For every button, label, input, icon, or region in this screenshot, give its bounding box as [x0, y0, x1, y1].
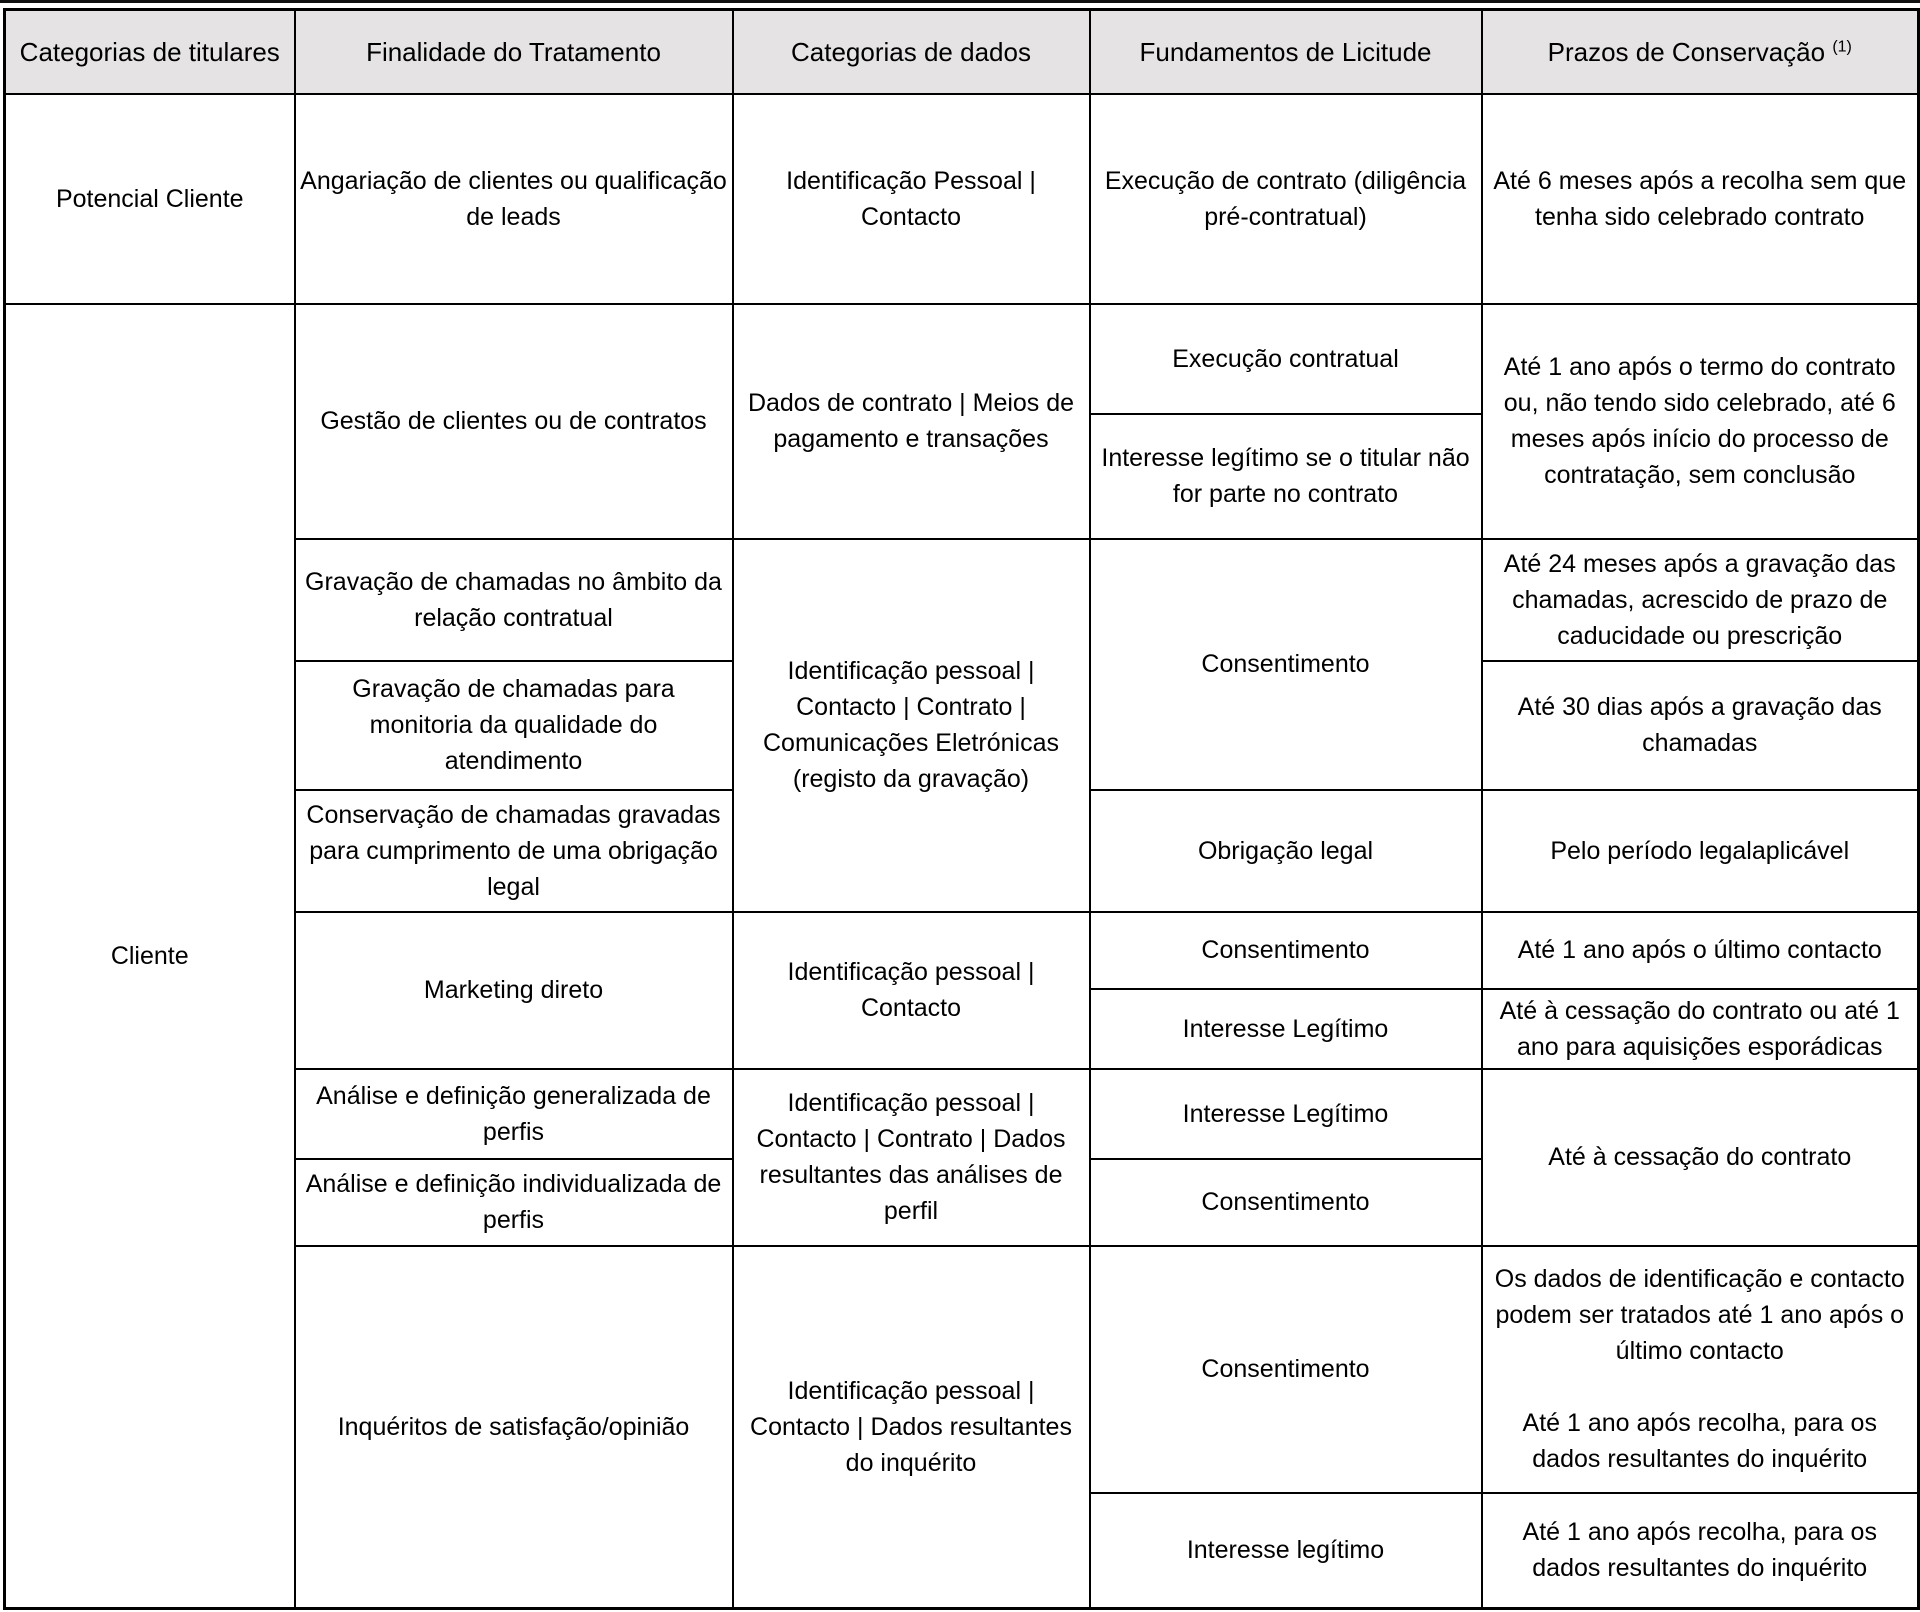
cell-fundamento-execucao-contrato: Execução de contrato (diligência pré-contratual) [1090, 94, 1482, 304]
cell-categorias-analises-perfil: Identificação pessoal | Contacto | Contrato | Dados resultantes das análises de perfil [733, 1069, 1090, 1246]
cell-fundamento-interesse-legitimo-marketing: Interesse Legítimo [1090, 989, 1482, 1069]
prazo-paragraph-identificacao-contacto: Os dados de identificação e contacto podem ser tratados até 1 ano após o último contacto [1494, 1265, 1905, 1365]
page-top-rule [0, 0, 1920, 3]
cell-finalidade-conservacao-chamadas: Conservação de chamadas gravadas para cumprimento de uma obrigação legal [295, 790, 733, 912]
cell-fundamento-interesse-legitimo-perfis: Interesse Legítimo [1090, 1069, 1482, 1159]
cell-fundamento-consentimento-inqueritos: Consentimento [1090, 1246, 1482, 1493]
cell-prazo-cessacao-aquisicoes-esporadicas: Até à cessação do contrato ou até 1 ano para aquisições esporádicas [1482, 989, 1919, 1069]
cell-fundamento-interesse-legitimo-titular: Interesse legítimo se o titular não for parte no contrato [1090, 414, 1482, 539]
cell-finalidade-marketing-direto: Marketing direto [295, 912, 733, 1069]
data-processing-table [3, 8, 1920, 1610]
cell-prazo-30-dias-gravacao: Até 30 dias após a gravação das chamadas [1482, 661, 1919, 790]
cell-prazo-inqueritos-consentimento [1482, 1246, 1919, 1493]
cell-finalidade-analise-generalizada: Análise e definição generalizada de perfis [295, 1069, 733, 1159]
cell-finalidade-gestao-clientes: Gestão de clientes ou de contratos [295, 304, 733, 539]
cell-categorias-inquerito: Identificação pessoal | Contacto | Dados resultantes do inquérito [733, 1246, 1090, 1609]
cell-prazo-1-ano-termo-contrato: Até 1 ano após o termo do contrato ou, não tendo sido celebrado, até 6 meses após início do processo de contratação, sem conclusão [1482, 304, 1919, 539]
cell-categorias-dados-contrato-pagamento: Dados de contrato | Meios de pagamento e transações [733, 304, 1090, 539]
table-row [5, 304, 1919, 414]
cell-finalidade-analise-individualizada: Análise e definição individualizada de perfis [295, 1159, 733, 1246]
cell-finalidade-angariacao: Angariação de clientes ou qualificação de leads [295, 94, 733, 304]
col-header-categorias-titulares: Categorias de titulares [5, 10, 295, 94]
col-header-prazos-conservacao [1482, 10, 1919, 94]
cell-fundamento-consentimento-gravacao: Consentimento [1090, 539, 1482, 790]
cell-fundamento-obrigacao-legal: Obrigação legal [1090, 790, 1482, 912]
cell-fundamento-execucao-contratual: Execução contratual [1090, 304, 1482, 414]
cell-prazo-inqueritos-interesse-legitimo: Até 1 ano após recolha, para os dados resultantes do inquérito [1482, 1493, 1919, 1609]
cell-finalidade-gravacao-monitoria: Gravação de chamadas para monitoria da qualidade do atendimento [295, 661, 733, 790]
cell-prazo-24-meses-gravacao: Até 24 meses após a gravação das chamadas, acrescido de prazo de caducidade ou prescrição [1482, 539, 1919, 661]
cell-fundamento-consentimento-perfis: Consentimento [1090, 1159, 1482, 1246]
cell-categorias-marketing: Identificação pessoal | Contacto [733, 912, 1090, 1069]
col-header-finalidade-tratamento: Finalidade do Tratamento [295, 10, 733, 94]
col-header-prazos-label: Prazos de Conservação [1547, 36, 1826, 67]
cell-titular-cliente: Cliente [5, 304, 295, 1609]
cell-categorias-identificacao-pessoal-contacto: Identificação Pessoal | Contacto [733, 94, 1090, 304]
cell-finalidade-gravacao-ambito-contratual: Gravação de chamadas no âmbito da relação contratual [295, 539, 733, 661]
col-header-fundamentos-licitude: Fundamentos de Licitude [1090, 10, 1482, 94]
cell-prazo-periodo-legal: Pelo período legalaplicável [1482, 790, 1919, 912]
header-row [5, 10, 1919, 94]
cell-fundamento-interesse-legitimo-inqueritos: Interesse legítimo [1090, 1493, 1482, 1609]
cell-prazo-6-meses-recolha: Até 6 meses após a recolha sem que tenha sido celebrado contrato [1482, 94, 1919, 304]
cell-categorias-comunicacoes-eletronicas: Identificação pessoal | Contacto | Contrato | Comunicações Eletrónicas (registo da gravação) [733, 539, 1090, 912]
cell-finalidade-inqueritos: Inquéritos de satisfação/opinião [295, 1246, 733, 1609]
cell-fundamento-consentimento-marketing: Consentimento [1090, 912, 1482, 989]
cell-prazo-1-ano-ultimo-contacto: Até 1 ano após o último contacto [1482, 912, 1919, 989]
cell-prazo-cessacao-contrato: Até à cessação do contrato [1482, 1069, 1919, 1246]
cell-titular-potencial-cliente: Potencial Cliente [5, 94, 295, 304]
footnote-ref-1: (1) [1832, 38, 1852, 56]
col-header-categorias-dados: Categorias de dados [733, 10, 1090, 94]
prazo-paragraph-recolha-inquerito: Até 1 ano após recolha, para os dados resultantes do inquérito [1522, 1409, 1877, 1473]
table-row [5, 94, 1919, 304]
